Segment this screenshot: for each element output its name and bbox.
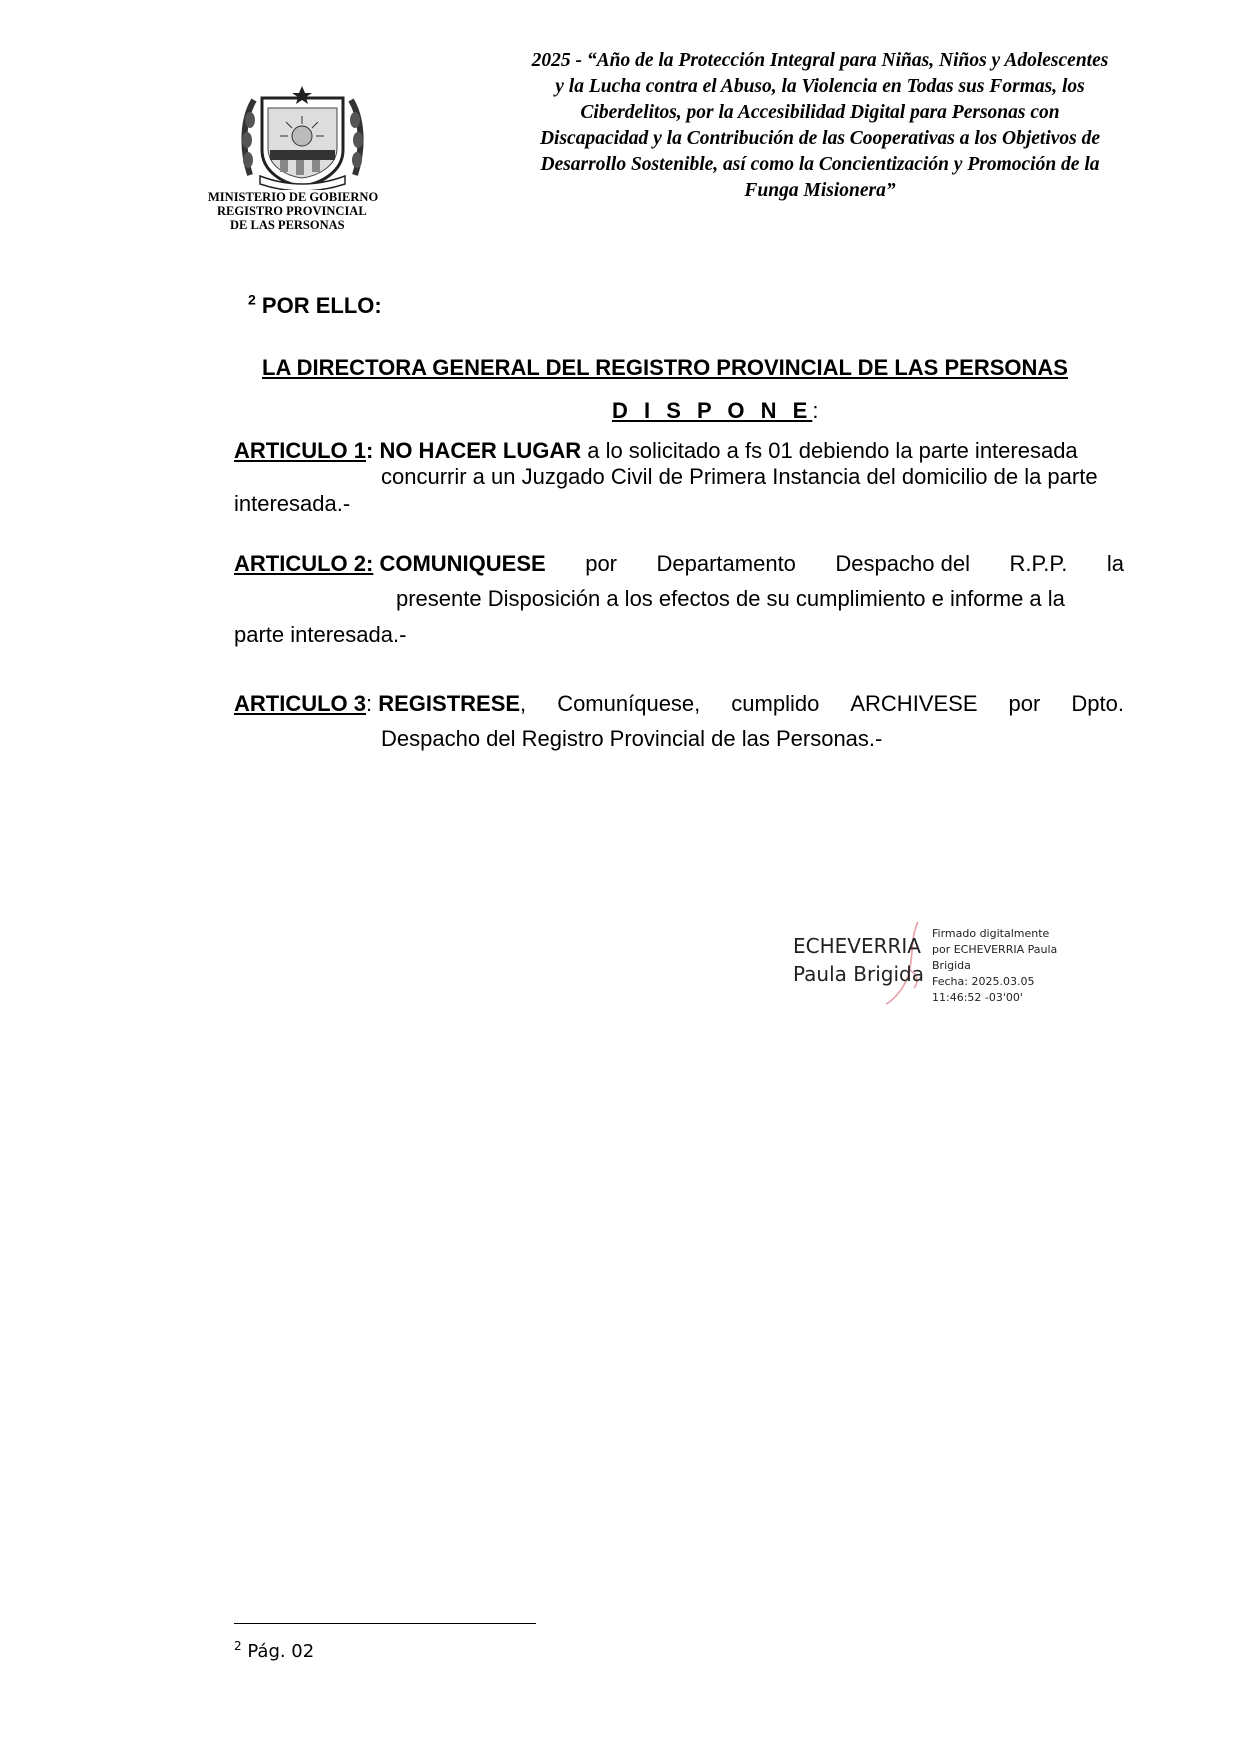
article-1-line1 bbox=[234, 437, 1078, 465]
article-2-line2: presente Disposición a los efectos de su cumplimiento e informe a la bbox=[396, 586, 1065, 611]
article-2-label: ARTICULO 2: bbox=[234, 551, 374, 576]
por-ello-text: POR ELLO: bbox=[261, 293, 382, 318]
ministry-line: MINISTERIO DE GOBIERNO bbox=[208, 190, 379, 204]
digital-signature-info bbox=[932, 926, 1057, 1006]
footnote-text: Pág. 02 bbox=[241, 1641, 315, 1662]
dispone-heading bbox=[612, 397, 818, 425]
article-1-rest: a lo solicitado a fs 01 debiendo la parte interesada bbox=[581, 438, 1078, 463]
footnote bbox=[234, 1640, 314, 1664]
signature-info-line: Brigida bbox=[932, 959, 971, 972]
director-title: LA DIRECTORA GENERAL DEL REGISTRO PROVINCIAL DE LAS PERSONAS bbox=[262, 355, 1068, 380]
article-3-line1 bbox=[234, 690, 1124, 718]
motto-line: y la Lucha contra el Abuso, la Violencia en Todas sus Formas, los bbox=[555, 76, 1085, 97]
signature-info-line: Firmado digitalmente bbox=[932, 927, 1050, 940]
article-3-label: ARTICULO 3 bbox=[234, 691, 366, 716]
article-3-word: ARCHIVESE bbox=[850, 691, 978, 716]
article-3-line2: Despacho del Registro Provincial de las Personas.- bbox=[381, 726, 883, 751]
footnote-number: 2 bbox=[234, 1639, 242, 1653]
signature-info-line: Fecha: 2025.03.05 bbox=[932, 975, 1035, 988]
article-3-colon: : bbox=[366, 691, 379, 716]
article-2-line3: parte interesada.- bbox=[234, 622, 407, 647]
por-ello-heading bbox=[248, 292, 382, 320]
article-3-word: , bbox=[520, 691, 527, 716]
article-3-word: Dpto. bbox=[1071, 691, 1124, 716]
motto-line: Desarrollo Sostenible, así como la Concientización y Promoción de la bbox=[540, 154, 1100, 175]
province-seal-logo bbox=[240, 80, 365, 190]
motto-line: Funga Misionera” bbox=[744, 180, 896, 201]
registry-line: REGISTRO PROVINCIAL bbox=[217, 204, 367, 218]
article-2-line1 bbox=[234, 550, 1124, 578]
article-1-bold: NO HACER LUGAR bbox=[373, 438, 582, 463]
ministry-block bbox=[208, 190, 398, 232]
article-2-bold: COMUNIQUESE bbox=[379, 551, 546, 576]
article-2-word: por bbox=[585, 551, 617, 576]
signer-name-line: Paula Brigida bbox=[793, 962, 924, 986]
article-2-word: R.P.P. bbox=[1009, 551, 1068, 576]
signer-name-line: ECHEVERRIA bbox=[793, 934, 921, 958]
signature-info-line: 11:46:52 -03'00' bbox=[932, 991, 1023, 1004]
article-3-word: por bbox=[1008, 691, 1041, 716]
article-1-line2: concurrir a un Juzgado Civil de Primera Instancia del domicilio de la parte bbox=[381, 464, 1098, 489]
article-2-word: Despacho del bbox=[835, 551, 970, 576]
article-3-word: Comuníquese, bbox=[557, 691, 701, 716]
article-2-word: Departamento bbox=[656, 551, 796, 576]
dispone-colon: : bbox=[812, 398, 819, 423]
footnote-ref: 2 bbox=[248, 291, 256, 308]
article-1-line3: interesada.- bbox=[234, 491, 351, 516]
signer-name bbox=[793, 932, 924, 988]
persons-line: DE LAS PERSONAS bbox=[230, 218, 345, 232]
motto-line: Discapacidad y la Contribución de las Cooperativas a los Objetivos de bbox=[539, 128, 1101, 149]
article-3-word: cumplido bbox=[731, 691, 820, 716]
article-2-word: la bbox=[1106, 551, 1124, 576]
year-motto bbox=[480, 48, 1160, 204]
article-1-colon: : bbox=[366, 438, 374, 463]
motto-line: 2025 - “Año de la Protección Integral para Niñas, Niños y Adolescentes bbox=[531, 50, 1109, 71]
article-3-bold: REGISTRESE bbox=[378, 691, 521, 716]
article-1-label: ARTICULO 1 bbox=[234, 438, 366, 463]
signature-info-line: por ECHEVERRIA Paula bbox=[932, 943, 1058, 956]
dispone-word: D I S P O N E bbox=[612, 398, 813, 423]
motto-line: Ciberdelitos, por la Accesibilidad Digital para Personas con bbox=[580, 102, 1060, 123]
footnote-divider bbox=[234, 1623, 536, 1624]
